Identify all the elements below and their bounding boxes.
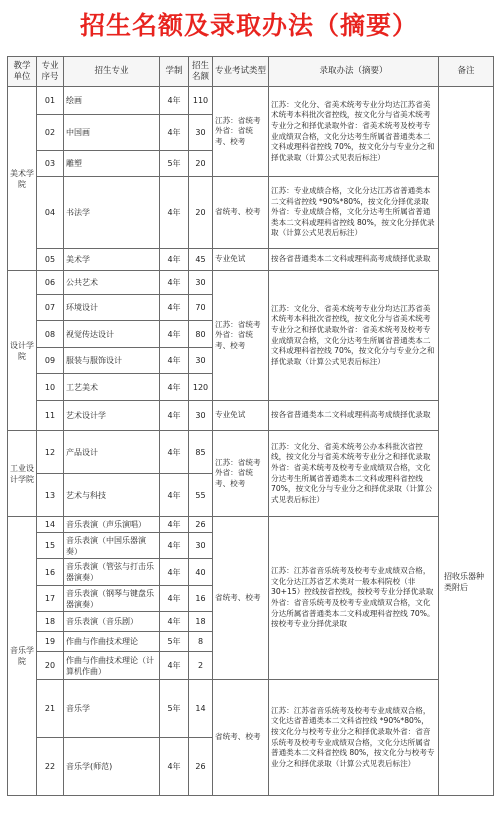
row-no: 02 — [37, 115, 64, 151]
row-quota: 30 — [189, 533, 213, 559]
row-quota: 26 — [189, 517, 213, 533]
exam-type-cell: 省统考、校考 — [213, 517, 269, 680]
row-major: 雕塑 — [64, 151, 160, 177]
row-no: 22 — [37, 738, 64, 796]
table-header-row — [8, 57, 494, 87]
exam-type-cell: 江苏：省统考外省：省统考、校考 — [213, 87, 269, 177]
row-years: 5年 — [160, 632, 189, 652]
admission-cell: 江苏：江苏省音乐统考及校考专业成绩双合格，文化达省普通类本二文科省控线 *90%*80%，按文化分与校考专业分之和择优录取外省：省音乐统考及校考专业成绩双合格，文化分达所属省普通类本二文科省控线 80%，按文化分与校考专业分之和择优录取（计算公式见表后标注） — [269, 680, 439, 796]
row-quota: 120 — [189, 374, 213, 401]
header-exam-type: 专业考试类型 — [213, 57, 269, 87]
row-major: 服装与服饰设计 — [64, 348, 160, 374]
row-no: 06 — [37, 271, 64, 295]
row-quota: 30 — [189, 348, 213, 374]
row-quota: 55 — [189, 474, 213, 517]
admission-cell: 江苏：文化分、省美术统考专业分均达江苏省美术统考本科批次省控线，按文化分与省美术统考专业分之和择优录取外省：省美术统考及校考专业成绩双合格，文化分达考生所属省普通类本二文科或理科省控线 70%，按文化分与专业分之和择优录取（计算公式见表后标注） — [269, 271, 439, 401]
admission-cell: 江苏：文化分、省美术统考专业分均达江苏省美术统考本科批次省控线，按文化分与省美术统考专业分之和择优录取外省：省美术统考及校考专业成绩双合格，文化分达考生所属省普通类本二文科或理科省控线 70%，按文化分与专业分之和择优录取（计算公式见表后标注） — [269, 87, 439, 177]
row-years: 4年 — [160, 295, 189, 321]
row-major: 艺术与科技 — [64, 474, 160, 517]
row-years: 4年 — [160, 271, 189, 295]
row-no: 07 — [37, 295, 64, 321]
row-major: 音乐表演（管弦与打击乐器演奏） — [64, 559, 160, 586]
table-row — [8, 249, 494, 271]
row-quota: 20 — [189, 151, 213, 177]
row-years: 4年 — [160, 738, 189, 796]
row-quota: 70 — [189, 295, 213, 321]
row-years: 4年 — [160, 249, 189, 271]
row-no: 12 — [37, 431, 64, 474]
header-quota: 招生名额 — [189, 57, 213, 87]
row-major: 作曲与作曲技术理论（计算机作曲） — [64, 652, 160, 680]
row-years: 4年 — [160, 115, 189, 151]
row-quota: 85 — [189, 431, 213, 474]
table-row — [8, 87, 494, 115]
row-years: 4年 — [160, 431, 189, 474]
row-no: 20 — [37, 652, 64, 680]
row-quota: 45 — [189, 249, 213, 271]
exam-type-cell: 省统考、校考 — [213, 680, 269, 796]
row-no: 17 — [37, 586, 64, 612]
row-quota: 2 — [189, 652, 213, 680]
exam-type-cell: 江苏：省统考外省：省统考、校考 — [213, 271, 269, 401]
exam-type-cell: 专业免试 — [213, 401, 269, 431]
row-major: 产品设计 — [64, 431, 160, 474]
row-years: 4年 — [160, 652, 189, 680]
row-no: 11 — [37, 401, 64, 431]
row-years: 5年 — [160, 680, 189, 738]
exam-type-cell: 省统考、校考 — [213, 177, 269, 249]
row-major: 视觉传达设计 — [64, 321, 160, 348]
row-quota: 40 — [189, 559, 213, 586]
row-quota: 30 — [189, 271, 213, 295]
row-years: 4年 — [160, 401, 189, 431]
row-major: 艺术设计学 — [64, 401, 160, 431]
page-title: 招生名额及录取办法（摘要） — [79, 11, 418, 40]
row-major: 音乐表演（声乐演唱） — [64, 517, 160, 533]
row-years: 5年 — [160, 151, 189, 177]
row-major: 环境设计 — [64, 295, 160, 321]
row-no: 13 — [37, 474, 64, 517]
row-no: 08 — [37, 321, 64, 348]
row-years: 4年 — [160, 559, 189, 586]
header-admission: 录取办法（摘要） — [269, 57, 439, 87]
table-row — [8, 517, 494, 533]
row-no: 09 — [37, 348, 64, 374]
unit-cell: 工业设计学院 — [8, 431, 37, 517]
row-no: 15 — [37, 533, 64, 559]
row-major: 美术学 — [64, 249, 160, 271]
unit-cell: 音乐学院 — [8, 517, 37, 796]
row-years: 4年 — [160, 474, 189, 517]
row-years: 4年 — [160, 612, 189, 632]
admission-cell: 江苏：专业成绩合格，文化分达江苏省普通类本二文科省控线 *90%*80%，按文化分择优录取外省：专业成绩合格，文化分达考生所属省普通类本二文科或理科省控线 80%，按文化分择优录取（计算公式见表后标注） — [269, 177, 439, 249]
row-no: 03 — [37, 151, 64, 177]
row-years: 4年 — [160, 348, 189, 374]
table-row — [8, 271, 494, 295]
row-quota: 18 — [189, 612, 213, 632]
admission-cell: 按各省普通类本二文科或理科高考成绩择优录取 — [269, 249, 439, 271]
row-quota: 80 — [189, 321, 213, 348]
row-quota: 26 — [189, 738, 213, 796]
row-no: 14 — [37, 517, 64, 533]
row-major: 中国画 — [64, 115, 160, 151]
table-row — [8, 431, 494, 474]
table-row — [8, 401, 494, 431]
row-quota: 16 — [189, 586, 213, 612]
row-years: 4年 — [160, 87, 189, 115]
row-quota: 30 — [189, 115, 213, 151]
row-no: 16 — [37, 559, 64, 586]
admission-table — [7, 56, 494, 796]
header-no: 专业序号 — [37, 57, 64, 87]
row-major: 音乐表演（音乐剧） — [64, 612, 160, 632]
row-no: 19 — [37, 632, 64, 652]
row-quota: 8 — [189, 632, 213, 652]
row-years: 4年 — [160, 533, 189, 559]
row-major: 绘画 — [64, 87, 160, 115]
exam-type-cell: 专业免试 — [213, 249, 269, 271]
row-no: 10 — [37, 374, 64, 401]
row-years: 4年 — [160, 177, 189, 249]
row-no: 18 — [37, 612, 64, 632]
remark-cell-empty — [439, 87, 494, 796]
row-no: 04 — [37, 177, 64, 249]
row-quota: 14 — [189, 680, 213, 738]
admission-cell: 按各省普通类本二文科或理科高考成绩择优录取 — [269, 401, 439, 431]
header-remark: 备注 — [439, 57, 494, 87]
row-no: 21 — [37, 680, 64, 738]
row-major: 工艺美术 — [64, 374, 160, 401]
row-major: 作曲与作曲技术理论 — [64, 632, 160, 652]
admission-cell: 江苏：江苏省音乐统考及校考专业成绩双合格，文化分达江苏省艺术类对一般本科院校（非 30+15）控线按省控线，按校考专业分择优录取外省：省音乐统考及校考专业成绩双合格，文化分达所属省普通类本二文科或理科省控线 70%。按校考专业分择优录取 — [269, 517, 439, 680]
row-major: 音乐学 — [64, 680, 160, 738]
row-major: 公共艺术 — [64, 271, 160, 295]
row-no: 01 — [37, 87, 64, 115]
unit-cell: 设计学院 — [8, 271, 37, 431]
row-quota: 110 — [189, 87, 213, 115]
row-years: 4年 — [160, 321, 189, 348]
row-major: 书法学 — [64, 177, 160, 249]
row-years: 4年 — [160, 586, 189, 612]
row-major: 音乐表演（钢琴与键盘乐器演奏） — [64, 586, 160, 612]
table-row — [8, 680, 494, 738]
table-row — [8, 177, 494, 249]
header-unit: 教学单位 — [8, 57, 37, 87]
header-major: 招生专业 — [64, 57, 160, 87]
row-no: 05 — [37, 249, 64, 271]
row-major: 音乐学(师范) — [64, 738, 160, 796]
admission-cell: 江苏：文化分、省美术统考公办本科批次省控线，按文化分与省美术统考专业分之和择优录取外省：省美术统考及校考专业成绩双合格，文化分达考生所属省普通类本二文科或理科省控线 70%，按文化分与专业分之和择优录取（计算公式见表后标注） — [269, 431, 439, 517]
exam-type-cell: 江苏：省统考外省：省统考、校考 — [213, 431, 269, 517]
remark-music: 招收乐器种类附后 — [444, 572, 484, 592]
row-major: 音乐表演（中国乐器演奏） — [64, 533, 160, 559]
row-years: 4年 — [160, 374, 189, 401]
row-years: 4年 — [160, 517, 189, 533]
unit-cell: 美术学院 — [8, 87, 37, 271]
header-years: 学制 — [160, 57, 189, 87]
row-quota: 20 — [189, 177, 213, 249]
row-quota: 30 — [189, 401, 213, 431]
